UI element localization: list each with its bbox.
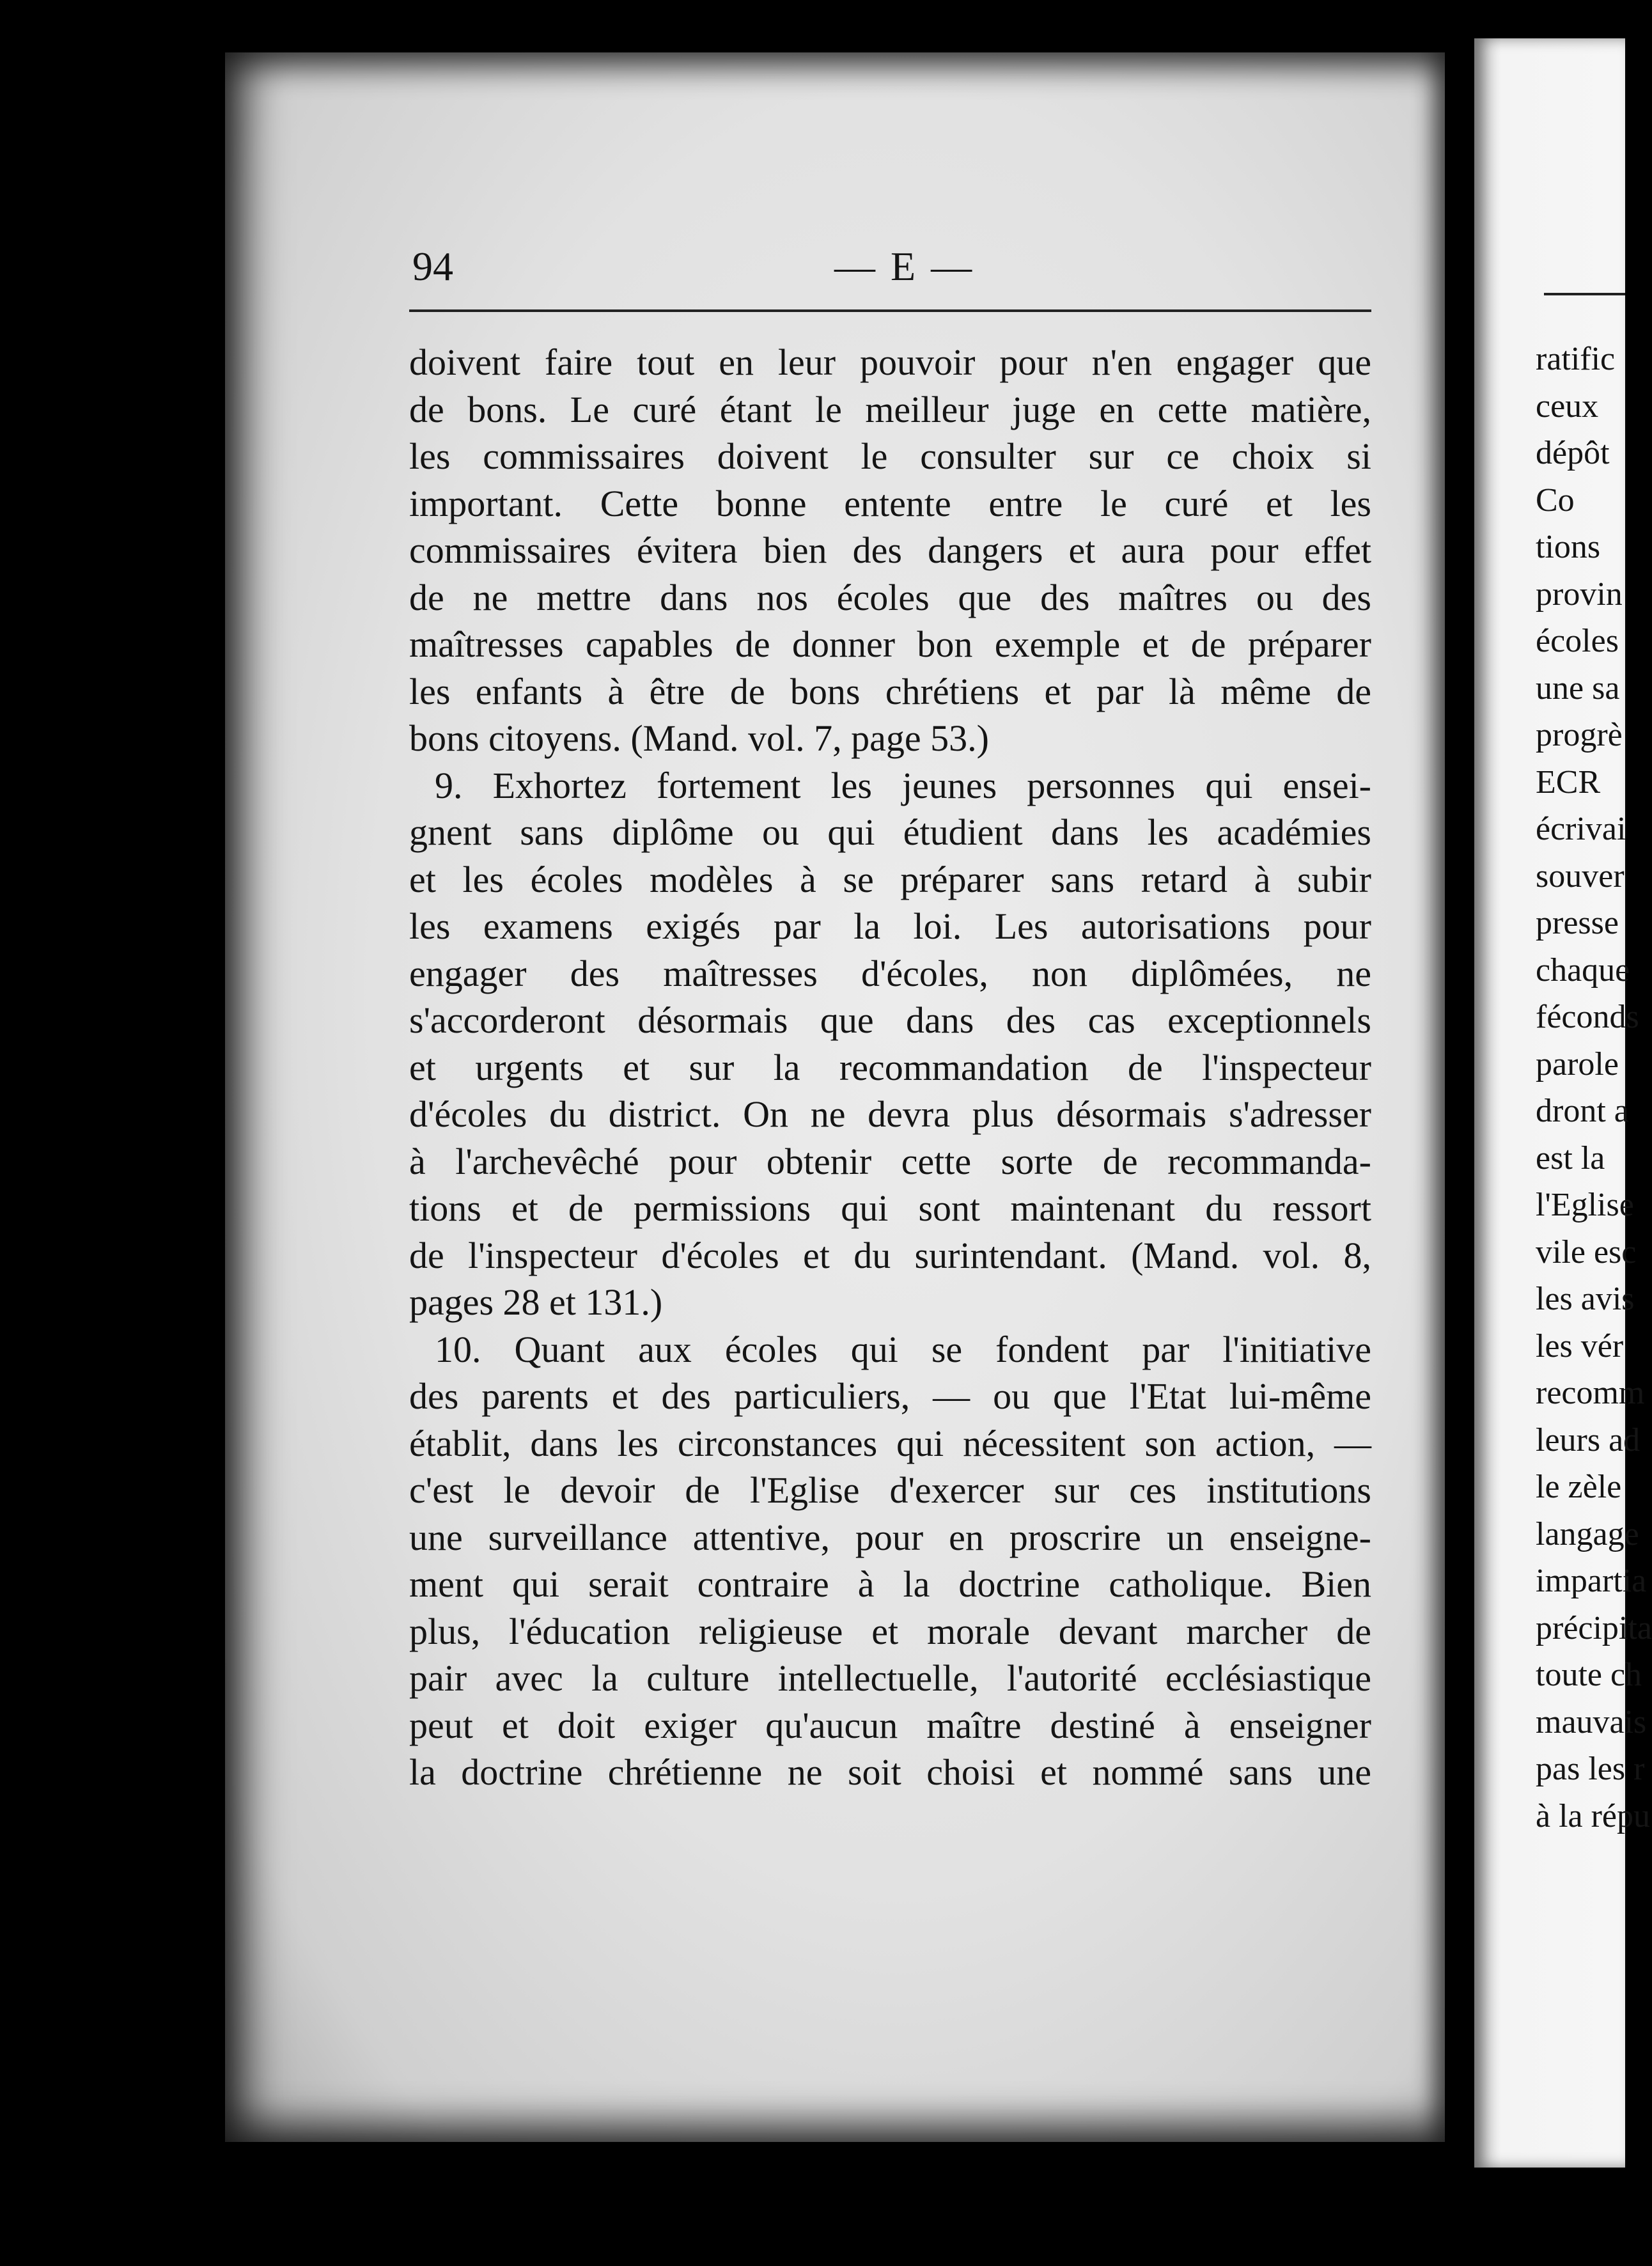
text-line: tions et de permissions qui sont maintenant du ressort — [409, 1187, 1371, 1229]
right-text-line: presse — [1536, 905, 1619, 941]
right-text-line: les avis — [1536, 1281, 1635, 1317]
right-text-line: est la — [1536, 1139, 1605, 1176]
right-text-line: une sa — [1536, 669, 1620, 707]
right-text-line: l'Eglise — [1536, 1187, 1634, 1223]
right-text-line: recomm — [1536, 1375, 1645, 1411]
right-text-line: ECR — [1536, 763, 1601, 801]
right-text-line: dront a — [1536, 1093, 1629, 1129]
right-text-line: le zèle — [1536, 1469, 1622, 1505]
right-text-line: écoles — [1536, 623, 1619, 659]
right-text-line: ratific — [1536, 341, 1616, 377]
text-line: à l'archevêché pour obtenir cette sorte de recommanda- — [409, 1140, 1371, 1182]
text-line: plus, l'éducation religieuse et morale devant marcher de — [409, 1610, 1371, 1652]
right-text-line: tions — [1536, 529, 1601, 565]
right-text-line: ceux — [1536, 387, 1599, 425]
text-line: doivent faire tout en leur pouvoir pour n'en engager que — [409, 341, 1371, 383]
right-text-line: vile esc — [1536, 1233, 1637, 1270]
right-text-line: Co — [1536, 481, 1575, 519]
header-rule — [409, 309, 1371, 312]
right-text-line: pas les r — [1536, 1751, 1645, 1787]
text-line: s'accorderont désormais que dans des cas exceptionnels — [409, 999, 1371, 1041]
text-line: d'écoles du district. On ne devra plus désormais s'adresser — [409, 1093, 1371, 1135]
body-text — [409, 339, 1371, 1796]
text-line: maîtresses capables de donner bon exemple et de préparer — [409, 623, 1371, 665]
text-line: ment qui serait contraire à la doctrine catholique. Bien — [409, 1563, 1371, 1605]
right-page-header-rule — [1544, 293, 1625, 295]
text-line: la doctrine chrétienne ne soit choisi et nommé sans une — [409, 1751, 1371, 1793]
text-line: pages 28 et 131.) — [409, 1281, 663, 1323]
right-text-line: féconds — [1536, 999, 1639, 1035]
right-text-line: mauvais — [1536, 1703, 1647, 1740]
text-line: gnent sans diplôme ou qui étudient dans les académies — [409, 811, 1371, 853]
right-text-line: souver — [1536, 857, 1625, 895]
text-line: de l'inspecteur d'écoles et du surintendant. (Mand. vol. 8, — [409, 1234, 1371, 1276]
text-line: de bons. Le curé étant le meilleur juge en cette matière, — [409, 388, 1371, 430]
running-head: — E — — [834, 244, 975, 289]
text-line: les examens exigés par la loi. Les autorisations pour — [409, 905, 1371, 947]
text-line: des parents et des particuliers, — ou que l'Etat lui-même — [409, 1375, 1371, 1417]
text-line: peut et doit exiger qu'aucun maître destiné à enseigner — [409, 1704, 1371, 1746]
right-text-line: dépôt — [1536, 435, 1610, 471]
right-text-line: leurs ad — [1536, 1421, 1640, 1458]
page-number: 94 — [412, 244, 453, 289]
right-text-line: provin — [1536, 575, 1623, 613]
text-line: bons citoyens. (Mand. vol. 7, page 53.) — [409, 717, 989, 759]
right-text-line: les vér — [1536, 1327, 1624, 1364]
right-text-line: langage — [1536, 1515, 1639, 1552]
text-line: c'est le devoir de l'Eglise d'exercer sur ces institutions — [409, 1469, 1371, 1511]
text-line: commissaires évitera bien des dangers et aura pour effet — [409, 529, 1371, 571]
right-text-line: chaque — [1536, 951, 1630, 988]
text-line: une surveillance attentive, pour en proscrire un enseigne- — [409, 1516, 1371, 1558]
right-text-line: parole — [1536, 1045, 1619, 1082]
text-line: important. Cette bonne entente entre le curé et les — [409, 482, 1371, 524]
text-line: et les écoles modèles à se préparer sans retard à subir — [409, 858, 1371, 900]
text-line: engager des maîtresses d'écoles, non diplômées, ne — [409, 952, 1371, 994]
text-line: établit, dans les circonstances qui nécessitent son action, — — [409, 1422, 1371, 1464]
right-page-text — [1536, 336, 1652, 1840]
text-line: 9. Exhortez fortement les jeunes personnes qui ensei- — [435, 764, 1371, 806]
right-text-line: écrivai — [1536, 811, 1626, 847]
text-line: pair avec la culture intellectuelle, l'autorité ecclésiastique — [409, 1657, 1371, 1699]
text-line: et urgents et sur la recommandation de l'inspecteur — [409, 1046, 1371, 1088]
text-line: 10. Quant aux écoles qui se fondent par l'initiative — [435, 1328, 1371, 1370]
right-text-line: précipita — [1536, 1609, 1652, 1646]
right-text-line: toute ch — [1536, 1657, 1642, 1693]
right-text-line: impartia — [1536, 1563, 1647, 1599]
right-text-line: à la répu — [1536, 1797, 1651, 1834]
right-text-line: progrè — [1536, 717, 1623, 753]
text-line: les enfants à être de bons chrétiens et par là même de — [409, 670, 1371, 712]
text-line: les commissaires doivent le consulter sur ce choix si — [409, 435, 1371, 477]
text-line: de ne mettre dans nos écoles que des maîtres ou des — [409, 576, 1371, 618]
page-header — [412, 238, 1371, 295]
